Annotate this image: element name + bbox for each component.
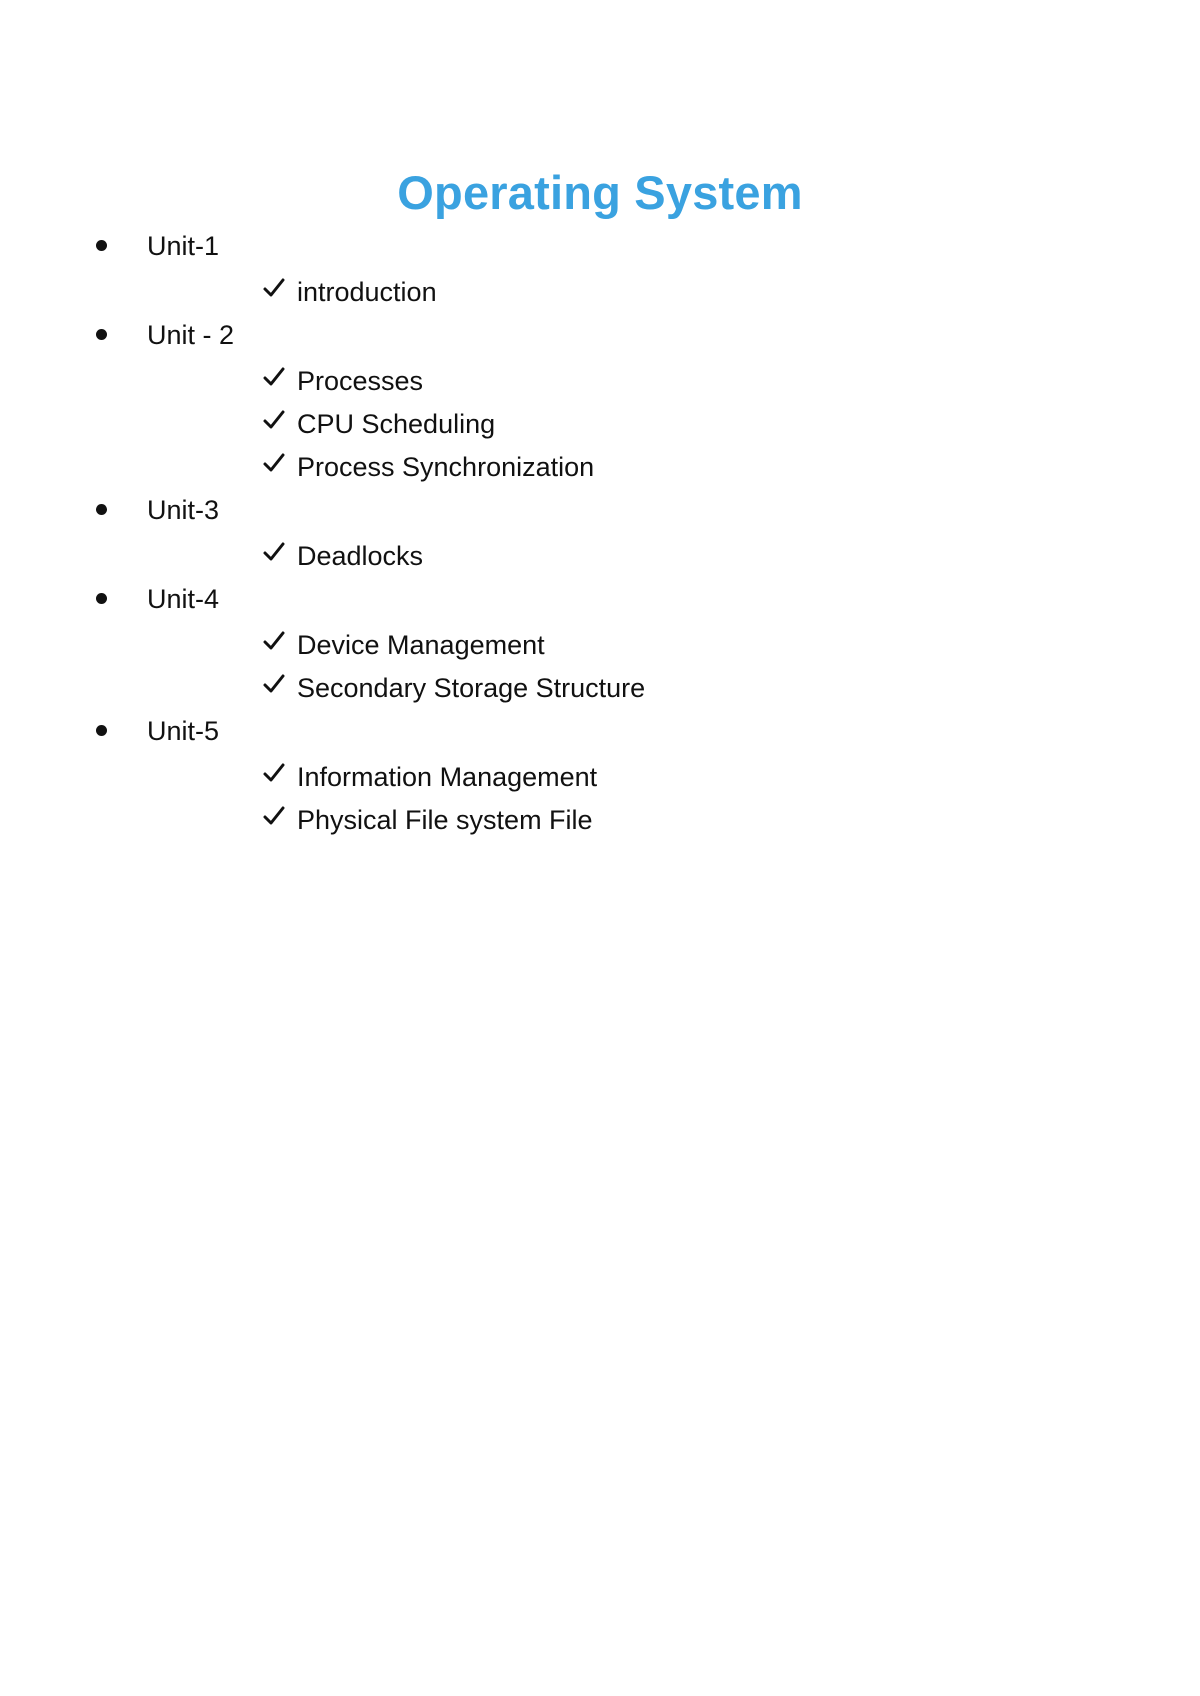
checkmark-icon: [262, 276, 286, 300]
checkmark-icon: [262, 408, 286, 432]
topic-label: Processes: [297, 366, 424, 396]
topic-label: Physical File system File: [297, 805, 593, 835]
checkmark-icon: [262, 629, 286, 653]
topic-label: Deadlocks: [297, 541, 424, 571]
page-title: Operating System: [397, 166, 803, 220]
topic-item: [0, 755, 1200, 798]
checkmark-icon: [262, 672, 286, 696]
topic-item: [0, 534, 1200, 577]
topic-item: [0, 402, 1200, 445]
unit-row: [0, 709, 1200, 755]
unit-row: [0, 577, 1200, 623]
unit-item: [0, 709, 1200, 841]
bullet-icon: [96, 504, 107, 515]
topic-label: Process Synchronization: [297, 452, 595, 482]
topic-label: Secondary Storage Structure: [297, 673, 646, 703]
topic-list: [0, 359, 1200, 488]
unit-row: [0, 224, 1200, 270]
bullet-icon: [96, 725, 107, 736]
unit-label: Unit-1: [147, 231, 220, 261]
unit-list: [0, 224, 1200, 841]
checkmark-icon: [262, 804, 286, 828]
topic-list: [0, 270, 1200, 313]
topic-list: [0, 623, 1200, 709]
unit-item: [0, 313, 1200, 488]
topic-label: Information Management: [297, 762, 598, 792]
topic-list: [0, 755, 1200, 841]
topic-label: introduction: [297, 277, 437, 307]
checkmark-icon: [262, 540, 286, 564]
unit-row: [0, 313, 1200, 359]
checkmark-icon: [262, 365, 286, 389]
topic-item: [0, 798, 1200, 841]
checkmark-icon: [262, 451, 286, 475]
topic-item: [0, 623, 1200, 666]
unit-label: Unit - 2: [147, 320, 235, 350]
unit-label: Unit-5: [147, 716, 220, 746]
topic-list: [0, 534, 1200, 577]
unit-row: [0, 488, 1200, 534]
unit-item: [0, 224, 1200, 313]
topic-item: [0, 359, 1200, 402]
bullet-icon: [96, 240, 107, 251]
topic-item: [0, 445, 1200, 488]
bullet-icon: [96, 329, 107, 340]
topic-label: CPU Scheduling: [297, 409, 496, 439]
bullet-icon: [96, 593, 107, 604]
unit-label: Unit-4: [147, 584, 220, 614]
topic-item: [0, 666, 1200, 709]
checkmark-icon: [262, 761, 286, 785]
unit-item: [0, 488, 1200, 577]
unit-label: Unit-3: [147, 495, 220, 525]
topic-label: Device Management: [297, 630, 545, 660]
unit-item: [0, 577, 1200, 709]
topic-item: [0, 270, 1200, 313]
